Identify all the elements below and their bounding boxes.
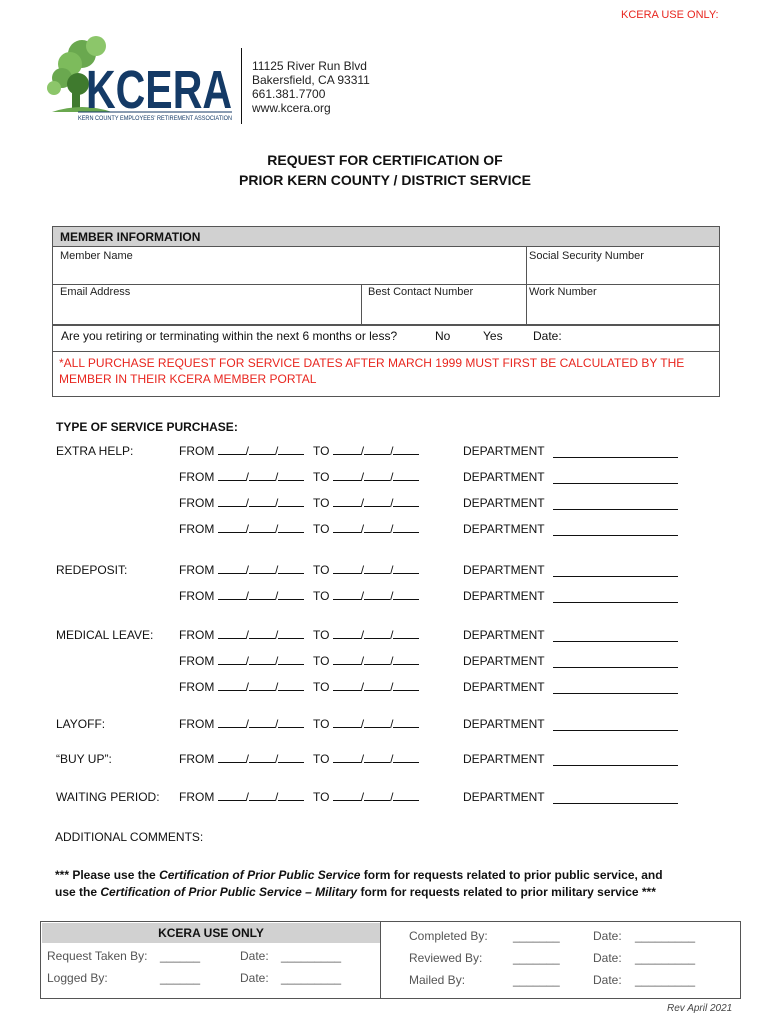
instructions-text-c: use the — [55, 885, 101, 899]
date-separator: / — [360, 680, 365, 694]
from-date-field[interactable] — [179, 563, 304, 577]
best-contact-number-field[interactable]: Best Contact Number — [368, 286, 474, 298]
date-separator: / — [390, 680, 394, 694]
form-name-public-service: Certification of Prior Public Service — [159, 868, 361, 882]
to-date-field[interactable] — [313, 654, 419, 668]
date-separator: / — [245, 654, 250, 668]
from-date-field[interactable] — [179, 470, 304, 484]
reviewed-date-label: Date: — [593, 951, 622, 965]
date-separator: / — [275, 496, 279, 510]
from-label: FROM — [179, 496, 215, 510]
date-separator: / — [275, 628, 279, 642]
member-information-header: MEMBER INFORMATION — [53, 227, 719, 247]
form-title-line2: PRIOR KERN COUNTY / DISTRICT SERVICE — [239, 172, 531, 188]
department-field[interactable] — [553, 730, 678, 731]
department-field[interactable] — [553, 765, 678, 766]
retirement-question-row — [52, 324, 720, 352]
request-taken-by-label: Request Taken By: — [47, 949, 148, 963]
date-separator: / — [245, 470, 250, 484]
instructions-line2 — [55, 885, 656, 899]
date-separator: / — [360, 752, 365, 766]
date-separator: / — [245, 563, 250, 577]
to-date-field[interactable] — [313, 589, 419, 603]
date-separator: / — [275, 563, 279, 577]
logged-date-label: Date: — [240, 971, 269, 985]
logged-by-blank[interactable]: ______ — [160, 971, 201, 985]
from-label: FROM — [179, 680, 215, 694]
date-separator: / — [390, 717, 394, 731]
answer-no-option[interactable]: No — [435, 329, 451, 343]
department-label: DEPARTMENT — [463, 496, 545, 510]
department-label: DEPARTMENT — [463, 654, 545, 668]
date-separator: / — [360, 790, 365, 804]
date-separator: / — [245, 628, 250, 642]
department-field[interactable] — [553, 509, 678, 510]
service-category-label: MEDICAL LEAVE: — [56, 628, 154, 642]
form-name-military-service: Certification of Prior Public Service – Military — [100, 885, 358, 899]
to-label: TO — [313, 470, 330, 484]
mailed-date-blank[interactable]: _________ — [635, 973, 696, 987]
logged-by-label: Logged By: — [47, 971, 108, 985]
date-separator: / — [275, 589, 279, 603]
work-number-field[interactable]: Work Number — [529, 286, 597, 298]
portal-notice-line2: MEMBER IN THEIR KCERA MEMBER PORTAL — [59, 372, 317, 386]
department-field[interactable] — [553, 803, 678, 804]
date-separator: / — [245, 522, 250, 536]
retirement-question: Are you retiring or terminating within the next 6 months or less? — [61, 329, 398, 343]
to-date-field[interactable] — [313, 790, 419, 804]
date-separator: / — [390, 444, 394, 458]
service-purchase-heading: TYPE OF SERVICE PURCHASE: — [56, 420, 238, 434]
department-field[interactable] — [553, 641, 678, 642]
additional-comments-label: ADDITIONAL COMMENTS: — [55, 830, 204, 844]
reviewed-by-label: Reviewed By: — [409, 951, 483, 965]
from-label: FROM — [179, 444, 215, 458]
kcera-logo — [42, 32, 234, 126]
date-separator: / — [245, 680, 250, 694]
from-date-field[interactable] — [179, 589, 304, 603]
date-separator: / — [360, 563, 365, 577]
mailed-date-label: Date: — [593, 973, 622, 987]
to-date-field[interactable] — [313, 444, 419, 458]
department-label: DEPARTMENT — [463, 752, 545, 766]
to-label: TO — [313, 717, 330, 731]
address-website: www.kcera.org — [252, 101, 331, 115]
from-date-field[interactable] — [179, 790, 304, 804]
to-label: TO — [313, 752, 330, 766]
date-separator: / — [360, 444, 365, 458]
instructions-text-b: form for requests related to prior public service, and — [360, 868, 663, 882]
service-category-label: WAITING PERIOD: — [56, 790, 160, 804]
member-information-section — [52, 226, 720, 326]
department-label: DEPARTMENT — [463, 444, 545, 458]
to-date-field[interactable] — [313, 563, 419, 577]
social-security-number-field[interactable]: Social Security Number — [529, 250, 644, 262]
department-field[interactable] — [553, 602, 678, 603]
reviewed-date-blank[interactable]: _________ — [635, 951, 696, 965]
department-field[interactable] — [553, 693, 678, 694]
from-label: FROM — [179, 654, 215, 668]
date-separator: / — [275, 470, 279, 484]
date-separator: / — [245, 717, 250, 731]
date-separator: / — [275, 752, 279, 766]
date-separator: / — [390, 522, 394, 536]
logged-date-blank[interactable]: _________ — [281, 971, 342, 985]
to-date-field[interactable] — [313, 522, 419, 536]
completed-date-label: Date: — [593, 929, 622, 943]
department-label: DEPARTMENT — [463, 470, 545, 484]
to-label: TO — [313, 563, 330, 577]
request-taken-by-blank[interactable]: ______ — [160, 949, 201, 963]
from-label: FROM — [179, 522, 215, 536]
completed-by-blank[interactable]: _______ — [513, 929, 560, 943]
portal-notice — [52, 351, 720, 397]
kcera-use-only-section — [40, 921, 741, 999]
reviewed-by-blank[interactable]: _______ — [513, 951, 560, 965]
department-label: DEPARTMENT — [463, 790, 545, 804]
from-date-field[interactable] — [179, 654, 304, 668]
from-label: FROM — [179, 628, 215, 642]
service-category-label: “BUY UP”: — [56, 752, 112, 766]
header-divider — [241, 48, 242, 124]
date-separator: / — [275, 680, 279, 694]
portal-notice-line1: *ALL PURCHASE REQUEST FOR SERVICE DATES AFTER MARCH 1999 MUST FIRST BE CALCULATED BY THE — [59, 356, 685, 370]
date-separator: / — [390, 589, 394, 603]
member-name-field[interactable]: Member Name — [60, 250, 133, 262]
answer-yes-option[interactable]: Yes — [483, 329, 503, 343]
to-label: TO — [313, 628, 330, 642]
kcera-use-only-top-label: KCERA USE ONLY: — [621, 9, 719, 21]
to-label: TO — [313, 654, 330, 668]
department-label: DEPARTMENT — [463, 563, 545, 577]
department-field[interactable] — [553, 576, 678, 577]
instructions-line1 — [55, 868, 663, 882]
form-title-line1: REQUEST FOR CERTIFICATION OF — [267, 152, 503, 168]
date-separator: / — [275, 522, 279, 536]
from-label: FROM — [179, 589, 215, 603]
to-date-field[interactable] — [313, 496, 419, 510]
from-date-field[interactable] — [179, 444, 304, 458]
date-separator: / — [245, 752, 250, 766]
to-date-field[interactable] — [313, 470, 419, 484]
date-separator: / — [390, 470, 394, 484]
to-label: TO — [313, 589, 330, 603]
email-address-field[interactable]: Email Address — [60, 286, 131, 298]
instructions-text-d: form for requests related to prior military service *** — [357, 885, 656, 899]
date-separator: / — [390, 790, 394, 804]
from-date-field[interactable] — [179, 717, 304, 731]
kcera-use-only-header: KCERA USE ONLY — [42, 923, 380, 943]
from-date-field[interactable] — [179, 522, 304, 536]
department-field[interactable] — [553, 667, 678, 668]
to-label: TO — [313, 496, 330, 510]
date-separator: / — [275, 790, 279, 804]
to-label: TO — [313, 444, 330, 458]
request-date-blank[interactable]: _________ — [281, 949, 342, 963]
date-separator: / — [360, 589, 365, 603]
date-separator: / — [360, 717, 365, 731]
date-separator: / — [390, 563, 394, 577]
to-label: TO — [313, 680, 330, 694]
address-street: 11125 River Run Blvd — [252, 59, 367, 73]
department-field[interactable] — [553, 535, 678, 536]
date-separator: / — [245, 589, 250, 603]
to-label: TO — [313, 522, 330, 536]
service-category-label: REDEPOSIT: — [56, 563, 128, 577]
date-separator: / — [245, 444, 250, 458]
date-separator: / — [390, 752, 394, 766]
date-separator: / — [390, 496, 394, 510]
address-city: Bakersfield, CA 93311 — [252, 73, 370, 87]
from-date-field[interactable] — [179, 752, 304, 766]
from-label: FROM — [179, 790, 215, 804]
service-category-label: LAYOFF: — [56, 717, 106, 731]
to-date-field[interactable] — [313, 628, 419, 642]
date-separator: / — [245, 496, 250, 510]
revision-date: Rev April 2021 — [667, 1003, 733, 1014]
from-date-field[interactable] — [179, 680, 304, 694]
to-label: TO — [313, 790, 330, 804]
from-date-field[interactable] — [179, 628, 304, 642]
to-date-field[interactable] — [313, 680, 419, 694]
from-label: FROM — [179, 563, 215, 577]
department-label: DEPARTMENT — [463, 717, 545, 731]
from-label: FROM — [179, 470, 215, 484]
to-date-field[interactable] — [313, 752, 419, 766]
from-label: FROM — [179, 717, 215, 731]
date-separator: / — [360, 496, 365, 510]
mailed-by-label: Mailed By: — [409, 973, 466, 987]
date-separator: / — [275, 444, 279, 458]
date-separator: / — [360, 522, 365, 536]
completed-by-label: Completed By: — [409, 929, 488, 943]
instructions-text-a: *** Please use the — [55, 868, 160, 882]
request-date-label: Date: — [240, 949, 269, 963]
retirement-date-field[interactable]: Date: — [533, 329, 562, 343]
from-date-field[interactable] — [179, 496, 304, 510]
department-label: DEPARTMENT — [463, 628, 545, 642]
date-separator: / — [360, 628, 365, 642]
logo-tagline: KERN COUNTY EMPLOYEES' RETIREMENT ASSOCIATION — [78, 116, 232, 122]
mailed-by-blank[interactable]: _______ — [513, 973, 560, 987]
date-separator: / — [390, 654, 394, 668]
date-separator: / — [245, 790, 250, 804]
staff-section-divider — [380, 922, 381, 998]
date-separator: / — [360, 654, 365, 668]
date-separator: / — [360, 470, 365, 484]
date-separator: / — [275, 717, 279, 731]
department-field[interactable] — [553, 457, 678, 458]
service-category-label: EXTRA HELP: — [56, 444, 134, 458]
logo-wordmark: KCERA — [86, 60, 232, 120]
date-separator: / — [275, 654, 279, 668]
to-date-field[interactable] — [313, 717, 419, 731]
completed-date-blank[interactable]: _________ — [635, 929, 696, 943]
department-label: DEPARTMENT — [463, 680, 545, 694]
address-phone: 661.381.7700 — [252, 87, 326, 101]
department-field[interactable] — [553, 483, 678, 484]
department-label: DEPARTMENT — [463, 522, 545, 536]
department-label: DEPARTMENT — [463, 589, 545, 603]
date-separator: / — [390, 628, 394, 642]
from-label: FROM — [179, 752, 215, 766]
